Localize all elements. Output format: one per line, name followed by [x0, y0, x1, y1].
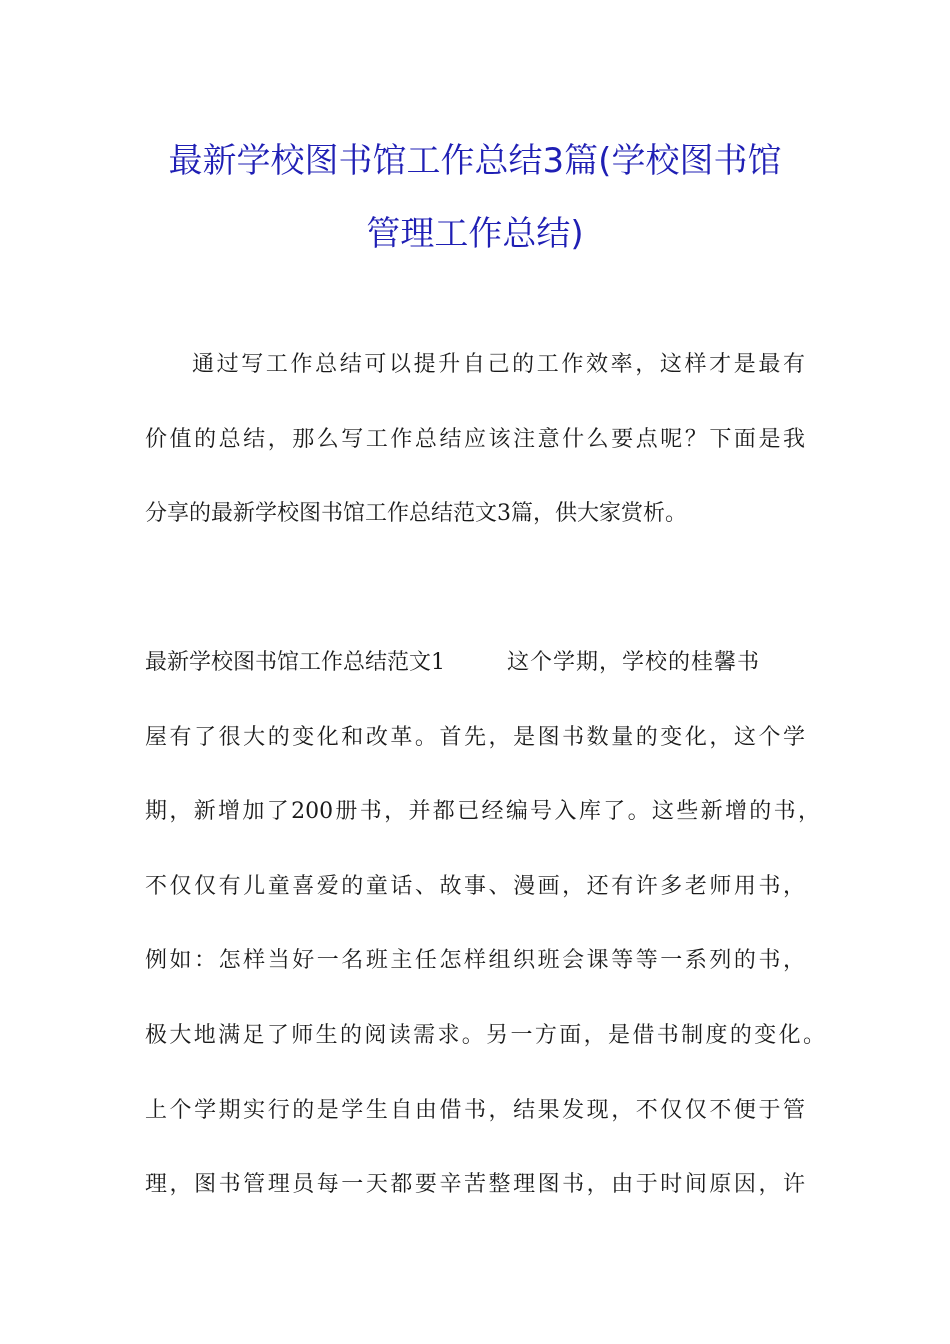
- section1-paragraph-line: 屋有了很大的变化和改革。首先，是图书数量的变化，这个学: [145, 725, 805, 750]
- section1-first-line: [145, 645, 805, 676]
- section1-paragraph-line: 期，新增加了200册书，并都已经编号入库了。这些新增的书，: [145, 799, 820, 824]
- document-title-line-2: 管理工作总结): [366, 214, 584, 254]
- section1-paragraph-line: 理，图书管理员每一天都要辛苦整理图书，由于时间原因，许: [145, 1172, 805, 1197]
- section1-paragraph-line: 极大地满足了师生的阅读需求。另一方面，是借书制度的变化。: [145, 1023, 825, 1048]
- section1-heading: 最新学校图书馆工作总结范文1: [145, 650, 445, 675]
- intro-paragraph-line-3: 分享的最新学校图书馆工作总结范文3篇，供大家赏析。: [145, 501, 687, 526]
- section1-paragraph-line: 不仅仅有儿童喜爱的童话、故事、漫画，还有许多老师用书，: [145, 874, 805, 899]
- section1-paragraph-line: 上个学期实行的是学生自由借书，结果发现，不仅仅不便于管: [145, 1098, 805, 1123]
- intro-paragraph-line-2: 价值的总结，那么写工作总结应该注意什么要点呢？下面是我: [145, 427, 805, 452]
- section1-paragraph-line: 例如：怎样当好一名班主任怎样组织班会课等等一系列的书，: [145, 948, 805, 973]
- document-title-line-1: 最新学校图书馆工作总结3篇(学校图书馆: [168, 141, 782, 181]
- intro-paragraph-line-1: 通过写工作总结可以提升自己的工作效率，这样才是最有: [192, 352, 805, 377]
- section1-first-line-text: 这个学期，学校的桂馨书: [507, 650, 761, 675]
